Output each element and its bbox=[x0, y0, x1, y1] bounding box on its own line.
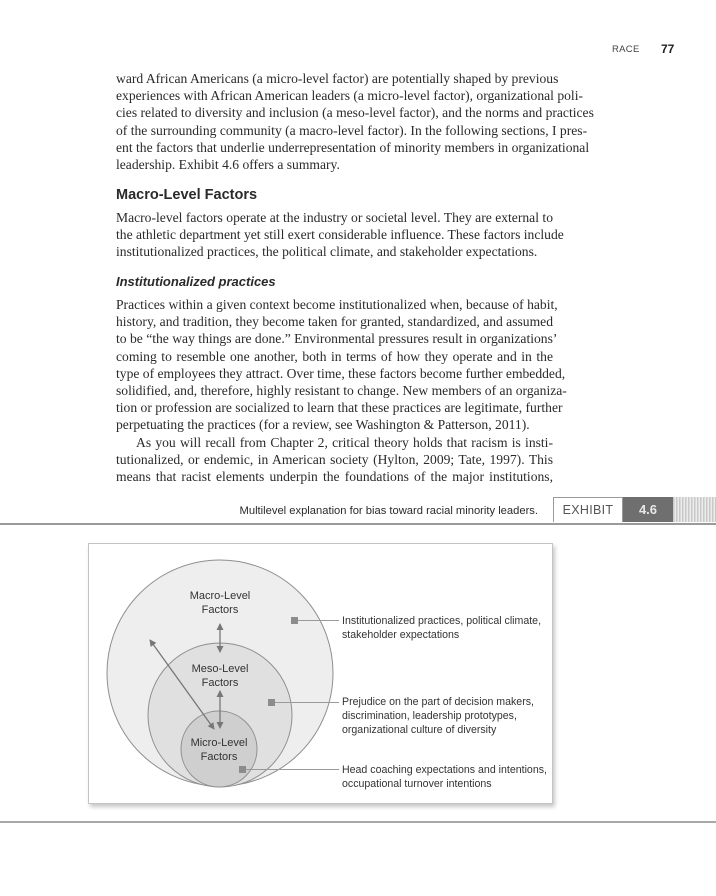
meso-level-description: Prejudice on the part of decision makers, discrimination, leadership prototypes, organizational culture of diversity bbox=[342, 696, 534, 736]
text-line: of the surrounding community (a macro-level factor). In the following sections, I pres- bbox=[116, 122, 588, 138]
text-line: ward African Americans (a micro-level factor) are potentially shaped by previous bbox=[116, 71, 559, 86]
exhibit-header bbox=[0, 497, 716, 524]
macro-level-label: Macro-Level Factors bbox=[189, 590, 251, 616]
subsection-heading-institutionalized: Institutionalized practices bbox=[116, 274, 276, 289]
meso-marker bbox=[268, 699, 275, 706]
meso-level-label: Meso-Level Factors bbox=[191, 663, 249, 689]
text-line: Macro-level factors operate at the industry or societal level. They are external to bbox=[116, 210, 553, 225]
macro-paragraph bbox=[116, 209, 564, 261]
exhibit-number-text: 4.6 bbox=[638, 502, 658, 517]
page-number: 77 bbox=[661, 42, 675, 56]
text-line: tutionalized, or endemic, in American society (Hylton, 2009; Tate, 1997). This bbox=[116, 451, 553, 467]
macro-marker bbox=[291, 617, 298, 624]
text-line: experiences with African American leaders (a micro-level factor), organizational poli- bbox=[116, 88, 584, 104]
micro-level-description: Head coaching expectations and intentions, occupational turnover intentions bbox=[342, 764, 547, 790]
running-head-section: RACE bbox=[612, 44, 640, 55]
institutionalized-paragraph-1 bbox=[116, 296, 567, 434]
exhibit-caption: Multilevel explanation for bias toward racial minority leaders. bbox=[239, 505, 538, 517]
text-line: ent the factors that underlie underrepresentation of minority members in organizational bbox=[116, 139, 590, 155]
section-heading-macro: Macro-Level Factors bbox=[116, 187, 258, 203]
text-line: perpetuating the practices (for a review, see Washington & Patterson, 2011). bbox=[116, 417, 530, 433]
text-line: cies related to diversity and inclusion (a meso-level factor), and the norms and practices bbox=[116, 105, 594, 121]
text-line: type of employees they attract. Over time, these factors become further embedded, bbox=[116, 365, 566, 381]
exhibit-number bbox=[623, 497, 673, 522]
exhibit-figure bbox=[88, 543, 553, 804]
text-line: tion or profession are socialized to learn that these practices are legitimate, further bbox=[116, 400, 563, 416]
exhibit-label bbox=[553, 497, 623, 522]
text-line: Practices within a given context become institutionalized when, because of habit, bbox=[116, 297, 558, 312]
institutionalized-paragraph-2 bbox=[116, 434, 553, 486]
micro-marker bbox=[239, 766, 246, 773]
macro-level-description: Institutionalized practices, political climate, stakeholder expectations bbox=[342, 615, 542, 641]
exhibit-decorative-stripes bbox=[673, 497, 716, 522]
running-head bbox=[0, 42, 716, 58]
text-line: institutionalized practices, the political climate, and stakeholder expectations. bbox=[116, 244, 538, 260]
text-line: solidified, and, therefore, highly resistant to change. New members of an organiza- bbox=[116, 383, 567, 399]
text-line: As you will recall from Chapter 2, critical theory holds that racism is insti- bbox=[136, 434, 553, 450]
text-line: leadership. Exhibit 4.6 offers a summary. bbox=[116, 157, 340, 173]
text-line: means that racist elements underpin the foundations of the major institutions, bbox=[116, 469, 553, 484]
text-line: the athletic department yet still exert considerable influence. These factors include bbox=[116, 227, 564, 243]
exhibit-rule bbox=[0, 523, 716, 525]
micro-level-label: Micro-Level Factors bbox=[190, 737, 248, 763]
intro-paragraph bbox=[116, 70, 594, 173]
page-bottom-rule bbox=[0, 821, 716, 823]
text-line: history, and tradition, they become taken for granted, standardized, and assumed bbox=[116, 314, 553, 330]
text-line: coming to resemble one another, both in terms of how they operate and in the bbox=[116, 348, 553, 364]
text-line: to be “the way things are done.” Environmental pressures result in organizations’ bbox=[116, 331, 558, 347]
exhibit-label-text: EXHIBIT bbox=[562, 503, 614, 517]
